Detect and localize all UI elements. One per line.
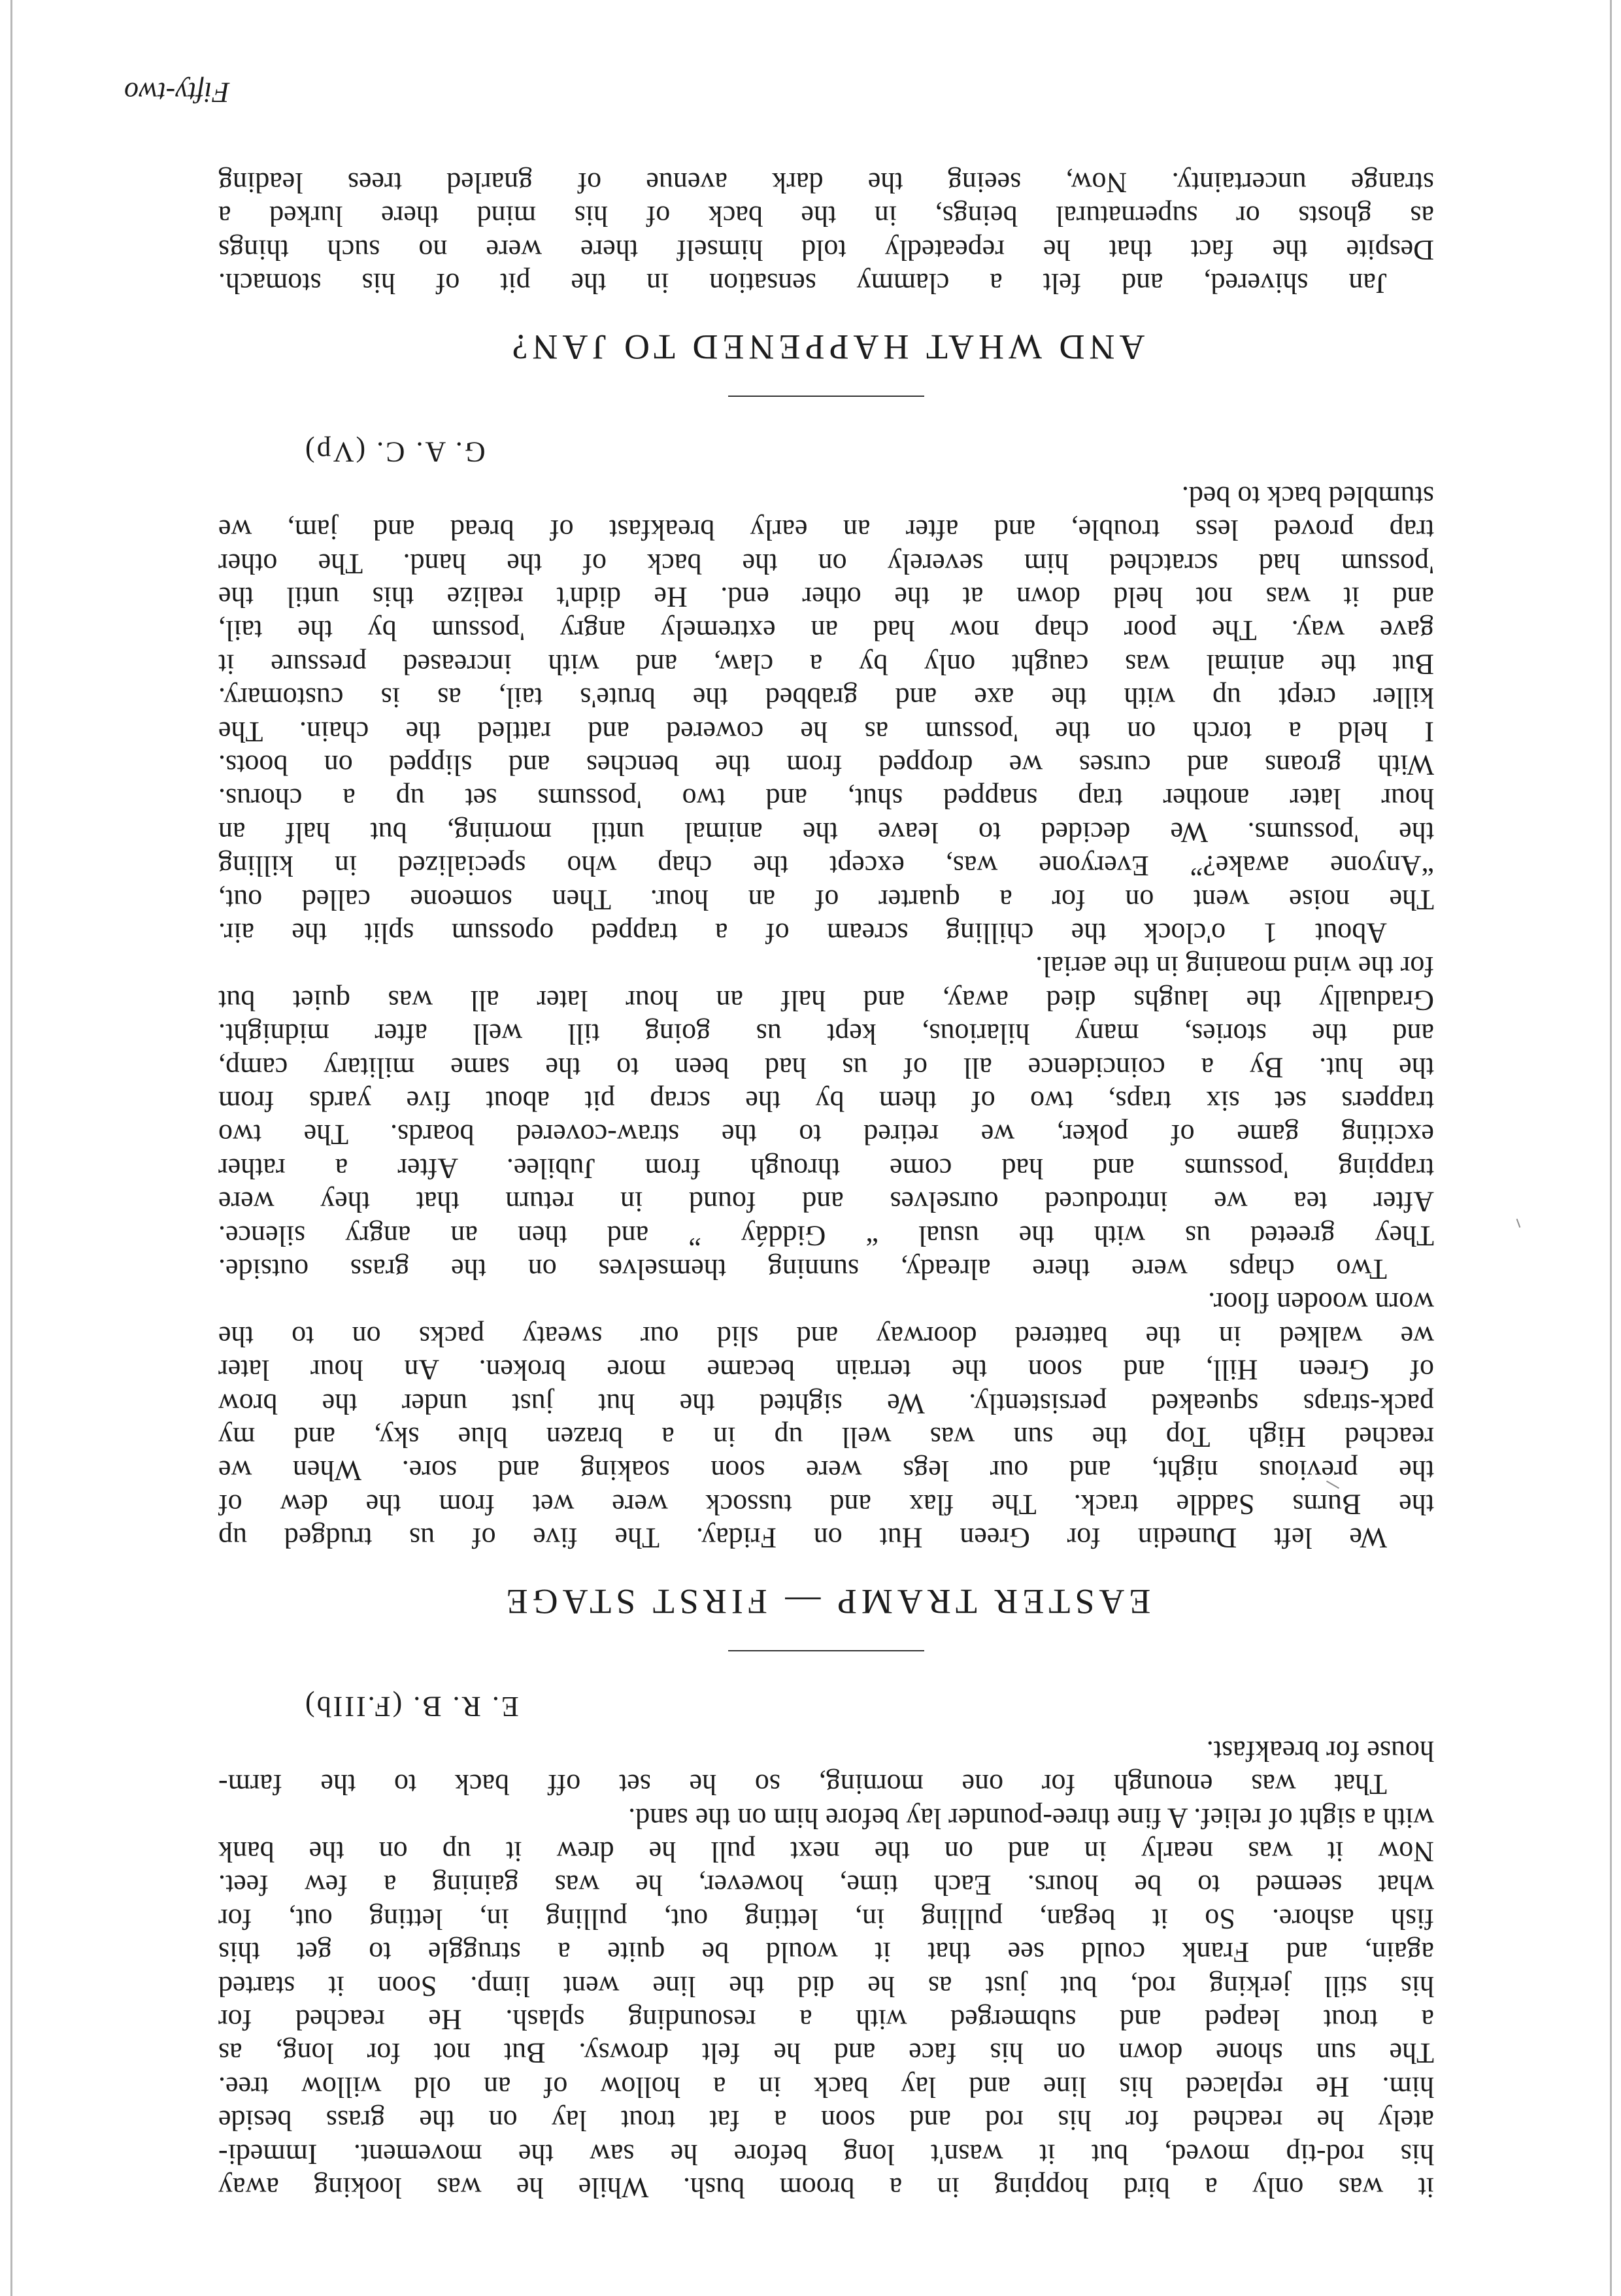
text-line: hour later another trap snapped shut, and two 'possums set up a chorus. xyxy=(218,783,1434,815)
text-line: But the animal was caught only by a claw, and with increased pressure it xyxy=(218,648,1434,681)
text-line: The noise went on for a quarter of an hour. Then someone called out, xyxy=(218,883,1434,916)
text-line: The sun shone down on his face and he felt drowsy. But not for long, as xyxy=(218,2037,1434,2070)
text-line: as ghosts or supernatural beings, in the back of his mind there lurked a xyxy=(218,200,1434,233)
text-line: After tea we introduced ourselves and found in return that they were xyxy=(218,1186,1434,1219)
text-line: fish ashore. So it began, pulling in, letting out, pulling in, letting out, for xyxy=(218,1902,1434,1935)
page-number: Fifty-two xyxy=(124,76,230,109)
text-line: what seemed to be hours. Each time, however, he was gaining a few feet. xyxy=(218,1869,1434,1902)
text-line: house for breakfast. xyxy=(1206,1734,1434,1767)
text-line: and the stories, many hilarious, kept us going till well after midnight. xyxy=(218,1018,1434,1051)
text-line: exciting game of poker, we retired to the straw-covered boards. The two xyxy=(218,1119,1434,1151)
text-line: trapping 'possums and had come through from Jubilee. After a rather xyxy=(218,1152,1434,1185)
section-divider xyxy=(728,1650,924,1651)
text-line: About 1 o'clock the chilling scream of a trapped opossum split the air. xyxy=(218,917,1387,949)
scan-edge-line xyxy=(1610,0,1612,2296)
story-frank-fishing-ending xyxy=(218,1689,1434,2204)
text-line: the previous night, and our legs were soon soaking and sore. When we xyxy=(218,1455,1434,1487)
text-line: with a sight of relief. A fine three-pounder lay before him on the sand. xyxy=(628,1802,1434,1834)
text-line: for the wind moaning in the aerial. xyxy=(1035,951,1434,983)
text-line: worn wooden floor. xyxy=(1208,1287,1434,1319)
text-line: and it was not held down at the other end. He didn't realize this until the xyxy=(218,581,1434,613)
author-signature: G. A. C. (Vp) xyxy=(303,436,486,469)
text-line: we walked in the battered doorway and slid our sweaty packs on to the xyxy=(218,1320,1434,1353)
text-line: strange uncertainty. Now, seeing the dark avenue of gnarled trees leading xyxy=(218,167,1434,199)
text-line: the hut. By a coincidence all of us had been to the same military camp, xyxy=(218,1051,1434,1084)
story-title: EASTER TRAMP — FIRST STAGE xyxy=(501,1582,1151,1622)
text-line: the 'possums. We decided to leave the animal until morning, but half an xyxy=(218,816,1434,849)
text-line: 'possum had scratched him severely on the back of the hand. The other xyxy=(218,547,1434,580)
text-line: his still jerking rod, but just as he did the line went limp. Soon it started xyxy=(218,1970,1434,2002)
text-line: reached High Top the sun was well up in a brazen blue sky, and my xyxy=(218,1421,1434,1454)
text-line: him. He replaced his line and lay back in a hollow of an old willow tree. xyxy=(218,2070,1434,2103)
text-line: trap proved less trouble, and after an early breakfast of bread and jam, we xyxy=(218,514,1434,547)
text-line: Two chaps were there already, sunning themselves on the grass outside. xyxy=(218,1253,1387,1286)
text-line: “Anyone awake?” Everyone was, except the chap who specialized in killing xyxy=(218,850,1434,883)
author-signature: E. R. B. (F.IIIb) xyxy=(303,1691,519,1723)
text-line: We left Dunedin for Green Hut on Friday. The five of us trudged up xyxy=(218,1522,1387,1555)
text-line: the Burns Saddle track. The flax and tussock were wet from the dew of xyxy=(218,1488,1434,1521)
text-line: gave way. The poor chap now had an extremely angry 'possum by the tail, xyxy=(218,615,1434,647)
text-line: Gradually the laughs died away, and half an hour later all was quiet but xyxy=(218,984,1434,1017)
text-line: Now it was nearly in and on the next pull he drew it up on the bank xyxy=(218,1835,1434,1868)
text-line: Jan shivered, and felt a clammy sensation in the pit of his stomach. xyxy=(218,267,1387,300)
text-line: trappers set six traps, two of them by the scrap pit about five yards from xyxy=(218,1085,1434,1118)
text-line: killer crept up with the axe and grabbed the brute's tail, as is customary. xyxy=(218,682,1434,715)
text-line: stumbled back to bed. xyxy=(1181,480,1434,513)
text-line: it was only a bird hopping in a broom bush. While he was looking away xyxy=(218,2172,1434,2204)
text-line: Despite the fact that he repeatedly told himself there were no such things xyxy=(218,233,1434,266)
text-line: They greeted us with the usual “ Giddáy ” and then an angry silence. xyxy=(218,1219,1434,1252)
text-line: pack-straps squeaked persistently. We sighted the hut just under the brow xyxy=(218,1387,1434,1420)
text-column xyxy=(218,166,1434,2204)
text-line: again, and Frank could see that it would be quite a struggle to get this xyxy=(218,1936,1434,1969)
text-line: I held a torch on the 'possum as he cowered and rattled the chain. The xyxy=(218,715,1434,748)
story-easter-tramp xyxy=(218,435,1434,1623)
text-line: With groans and curses we dropped from the benches and slipped on boots. xyxy=(218,749,1434,781)
story-title: AND WHAT HAPPENED TO JAN? xyxy=(507,328,1145,367)
ink-speck xyxy=(1516,1219,1521,1228)
scan-edge-line xyxy=(10,0,12,2296)
text-line: of Green Hill, and soon the terrain became more broken. An hour later xyxy=(218,1354,1434,1387)
text-line: That was enoungh for one morning, so he set off back to the farm- xyxy=(218,1768,1387,1801)
section-divider xyxy=(728,396,924,397)
text-line: his rod-tip moved, but it wasn't long before he saw the movement. Immedi- xyxy=(218,2138,1434,2170)
text-line: ately he reached for his rod and soon a fat trout lay on the grass beside xyxy=(218,2104,1434,2137)
text-line: a trout leaped and submerged with a resounding splash. He reached for xyxy=(218,2003,1434,2036)
story-what-happened-to-jan xyxy=(218,166,1434,369)
